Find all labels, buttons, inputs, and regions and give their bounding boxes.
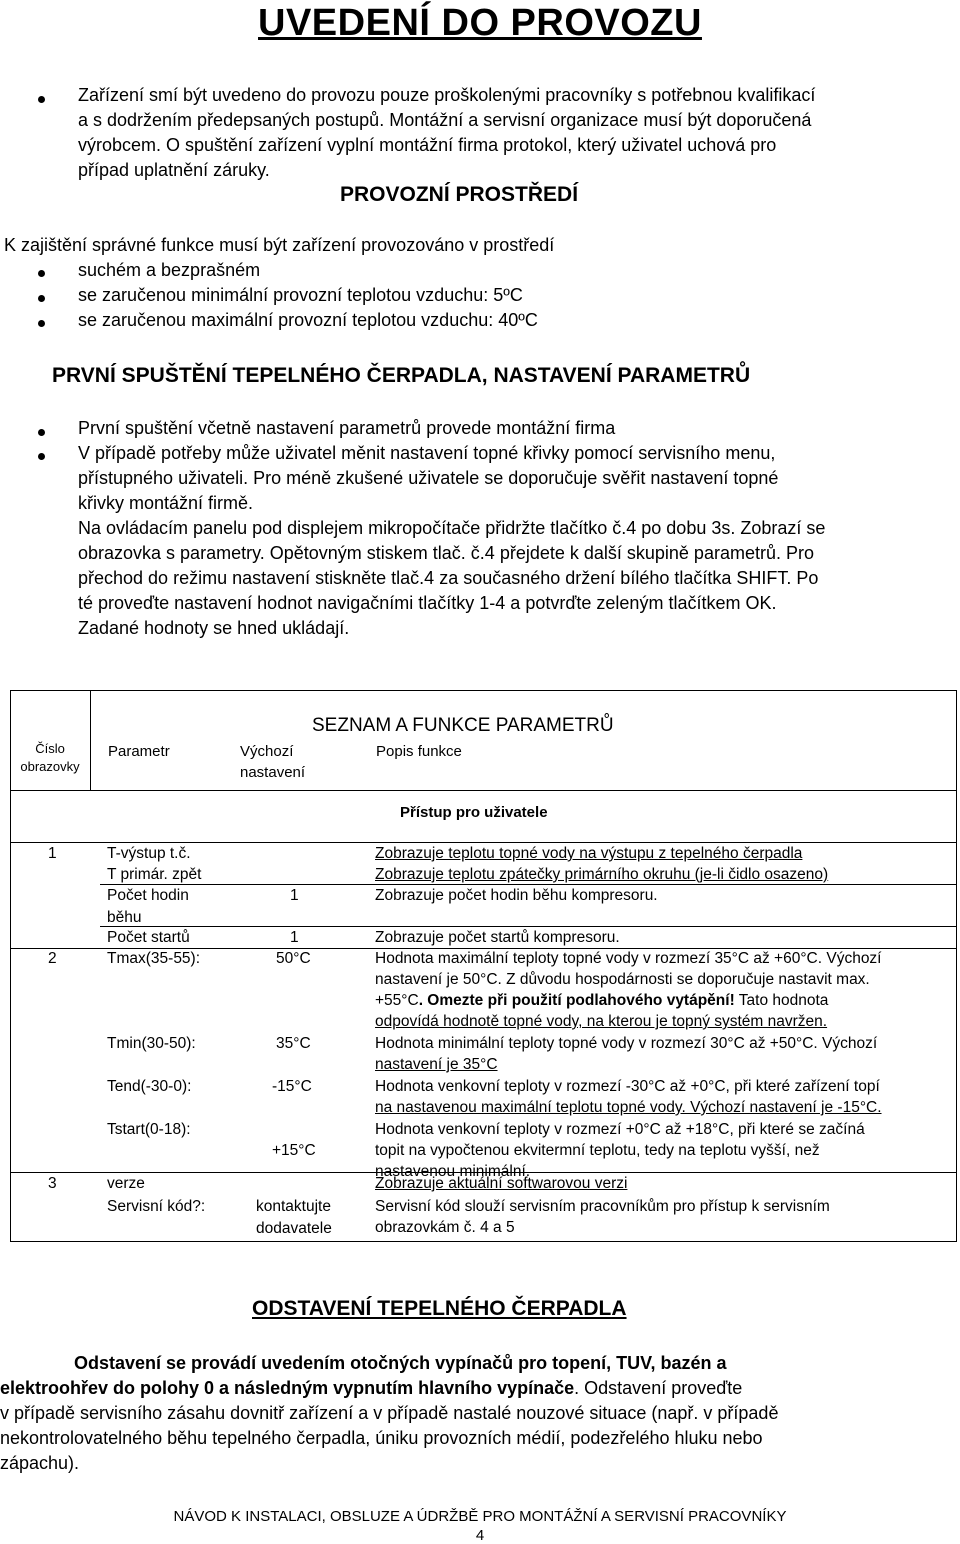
param-default: -15°C	[272, 1078, 312, 1095]
startup-line: přístupného uživateli. Pro méně zkušené uživatele se doporučuje svěřit nastavení topné	[78, 468, 779, 488]
param-default: 1	[290, 887, 299, 904]
startup-line: přechod do režimu nastavení stiskněte tlač.4 za současného držení bílého tlačítka SHIFT. Po	[78, 568, 819, 588]
startup-line: obrazovka s parametry. Opětovným stiskem tlač. č.4 přejdete k další skupině parametrů. Pro	[78, 543, 814, 563]
screen-number: 3	[48, 1175, 57, 1192]
param-description	[375, 990, 828, 1012]
startup-line: Na ovládacím panelu pod displejem mikropočítače přidržte tlačítko č.4 po dobu 3s. Zobrazí se	[78, 518, 826, 538]
bullet-dot	[38, 295, 45, 302]
section-heading-environment: PROVOZNÍ PROSTŘEDÍ	[340, 183, 579, 206]
param-name: Tend(-30-0):	[107, 1078, 192, 1095]
description-fragment: Tato hodnota	[734, 992, 829, 1009]
startup-line: křivky montážní firmě.	[78, 493, 254, 513]
param-name: Tmin(30-50):	[107, 1035, 196, 1052]
environment-lead: K zajištění správné funkce musí být zařízení provozováno v prostředí	[4, 235, 555, 255]
header-description: Popis funkce	[376, 743, 462, 760]
param-description: odpovídá hodnotě topné vody, na kterou je topný systém navržen.	[375, 1013, 828, 1030]
intro-line: případ uplatnění záruky.	[78, 160, 270, 180]
header-parameter: Parametr	[108, 743, 170, 760]
startup-item: První spuštění včetně nastavení parametrů provede montážní firma	[78, 418, 616, 438]
header-default	[240, 741, 305, 783]
param-name: verze	[107, 1175, 145, 1192]
param-description: Zobrazuje počet hodin běhu kompresoru.	[375, 887, 658, 904]
param-name: Tmax(35-55):	[107, 950, 201, 967]
table-title: SEZNAM A FUNKCE PARAMETRŮ	[312, 715, 614, 736]
shutdown-text: v případě servisního zásahu dovnitř zařízení a v případě nastalé nouzové situace (např. v případě	[0, 1403, 779, 1423]
param-description: topit na vypočtenou ekvitermní teplotu, tedy na teplotu vyšší, než	[375, 1142, 820, 1159]
shutdown-text: nekontrolovatelného běhu tepelného čerpadla, úniku provozních médií, podezřelého hluku nebo	[0, 1428, 763, 1448]
param-name: Servisní kód?:	[107, 1198, 206, 1215]
param-description: Hodnota venkovní teploty v rozmezí +0°C až +18°C, při které se začíná	[375, 1121, 865, 1138]
param-description: nastavení je 50°C. Z důvodu hospodárnosti se doporučuje nastavit max.	[375, 971, 870, 988]
environment-item: suchém a bezprašném	[78, 260, 261, 280]
description-fragment: +55°C	[375, 992, 419, 1009]
description-warning: . Omezte při použití podlahového vytápění!	[418, 992, 735, 1009]
bullet-dot	[38, 96, 45, 103]
param-description: nastavení je 35°C	[375, 1056, 498, 1073]
param-default-line: dodavatele	[256, 1219, 332, 1237]
param-default: 50°C	[276, 950, 311, 967]
param-default-line: kontaktujte	[256, 1198, 331, 1215]
param-default: 1	[290, 929, 299, 946]
bullet-dot	[38, 320, 45, 327]
table-divider	[90, 690, 91, 790]
param-description: Zobrazuje teplotu topné vody na výstupu z tepelného čerpadla	[375, 845, 803, 862]
shutdown-bold-text: elektroohřev do polohy 0 a následným vypnutím hlavního vypínače	[0, 1378, 575, 1398]
section-heading-shutdown: ODSTAVENÍ TEPELNÉHO ČERPADLA	[252, 1297, 627, 1320]
table-row-divider	[100, 926, 957, 927]
environment-item: se zaručenou minimální provozní teplotou vzduchu: 5ºC	[78, 285, 523, 305]
param-name: T primár. zpět	[107, 866, 202, 883]
startup-line: té proveďte nastavení hodnot navigačními tlačítky 1-4 a potvrďte zeleným tlačítkem OK.	[78, 593, 777, 613]
param-description: Hodnota maximální teploty topné vody v rozmezí 35°C až +60°C. Výchozí	[375, 950, 882, 967]
param-default	[256, 1196, 332, 1239]
intro-line: Zařízení smí být uvedeno do provozu pouze proškolenými pracovníky s potřebnou kvalifikací	[78, 85, 816, 105]
param-default: +15°C	[272, 1142, 316, 1159]
header-text: Výchozí	[240, 743, 294, 760]
startup-line: V případě potřeby může uživatel měnit nastavení topné křivky pomocí servisního menu,	[78, 443, 776, 463]
intro-line: a s dodržením předepsaných postupů. Montážní a servisní organizace musí být doporučená	[78, 110, 812, 130]
param-name	[107, 885, 189, 928]
param-description: Zobrazuje počet startů kompresoru.	[375, 929, 620, 946]
intro-line: výrobcem. O spuštění zařízení vyplní montážní firma protokol, který uživatel uchová pro	[78, 135, 777, 155]
param-description: Zobrazuje teplotu zpátečky primárního okruhu (je-li čidlo osazeno)	[375, 866, 829, 883]
shutdown-bold-text: Odstavení se provádí uvedením otočných vypínačů pro topení, TUV, bazén a	[74, 1353, 727, 1373]
param-name-line: Počet hodin	[107, 887, 189, 904]
param-description: nastavenou minimální.	[375, 1163, 531, 1180]
param-name: Tstart(0-18):	[107, 1121, 191, 1138]
param-description: Zobrazuje aktuální softwarovou verzi	[375, 1175, 628, 1192]
access-label: Přístup pro uživatele	[400, 804, 548, 821]
header-text: nastavení	[240, 764, 306, 781]
screen-number: 1	[48, 845, 57, 862]
param-description: Hodnota venkovní teploty v rozmezí -30°C až +0°C, při které zařízení topí	[375, 1078, 880, 1095]
table-divider	[10, 790, 957, 791]
environment-item: se zaručenou maximální provozní teplotou vzduchu: 40ºC	[78, 310, 538, 330]
param-name: Počet startů	[107, 929, 190, 946]
param-description: na nastavenou maximální teplotu topné vody. Výchozí nastavení je -15°C.	[375, 1099, 882, 1116]
param-default: 35°C	[276, 1035, 311, 1052]
header-screen-number	[10, 740, 90, 776]
page-title: UVEDENÍ DO PROVOZU	[258, 2, 702, 44]
param-name: T-výstup t.č.	[107, 845, 191, 862]
shutdown-text: zápachu).	[0, 1453, 80, 1473]
bullet-dot	[38, 453, 45, 460]
table-row-divider	[100, 884, 957, 885]
header-text: obrazovky	[20, 759, 80, 774]
footer-text: NÁVOD K INSTALACI, OBSLUZE A ÚDRŽBĚ PRO MONTÁŽNÍ A SERVISNÍ PRACOVNÍKY	[173, 1508, 787, 1525]
startup-line: Zadané hodnoty se hned ukládají.	[78, 618, 350, 638]
shutdown-text-tail: . Odstavení proveďte	[574, 1378, 743, 1398]
section-heading-startup: PRVNÍ SPUŠTĚNÍ TEPELNÉHO ČERPADLA, NASTAVENÍ PARAMETRŮ	[52, 364, 751, 387]
bullet-dot	[38, 429, 45, 436]
header-text: Číslo	[35, 741, 65, 756]
param-description: obrazovkám č. 4 a 5	[375, 1219, 515, 1236]
param-description: Servisní kód slouží servisním pracovníkům pro přístup k servisním	[375, 1198, 830, 1215]
bullet-dot	[38, 270, 45, 277]
screen-number: 2	[48, 950, 57, 967]
param-name-line: běhu	[107, 908, 142, 926]
shutdown-text	[0, 1376, 742, 1401]
page-number: 4	[475, 1527, 485, 1544]
param-description: Hodnota minimální teploty topné vody v rozmezí 30°C až +50°C. Výchozí	[375, 1035, 878, 1052]
